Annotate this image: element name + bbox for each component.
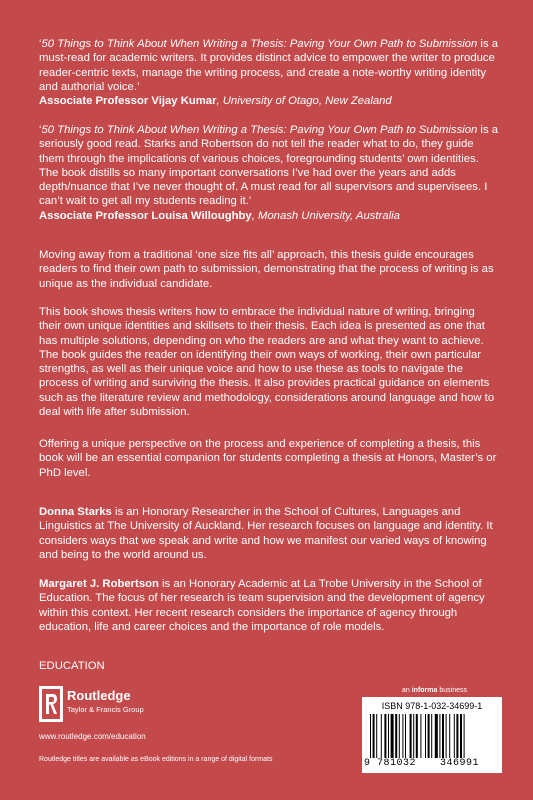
quote-2-author: Associate Professor Louisa Willoughby (39, 209, 252, 222)
barcode-bars (368, 714, 496, 758)
description-paragraph-2: This book shows thesis writers how to embrace the individual nature of writing, bringing their own unique identities and skillsets to their thesis. Each idea is presented as one that has multiple solutions, depending on who the readers are and what they want to achieve. The book guides the reader on identifying their own ways of working, their own particular strengths, as well as their unique voice and how to use these as tools to navigate the process of writing and surviving the thesis. It also provides practical guidance on elements such as the literature review and methodology, considerations around language and how to deal with life after submission. (39, 306, 495, 419)
publisher-name: Routledge (67, 688, 131, 703)
endorsement-quote-2: ‘50 Things to Think About When Writing a Thesis: Paving Your Own Path to Submission is a seriously good read. Starks and Robertson do not tell the reader what to do, they guide them through the implications of various choices, foregrounding students’ own identities. The book distills so many important conversations I’ve had over the years and adds depth/nuance that I’ve never thought of. A must read for all supervisors and supervisees. I can’t wait to get all my students reading it.’ Associate Professor Louisa Willoughby, Monash University, Australia (39, 124, 499, 222)
ebook-availability-note: Routledge titles are available as eBook editions in a range of digital formats (39, 756, 273, 763)
author-bio-2 (39, 577, 499, 634)
subject-category: EDUCATION (39, 660, 105, 672)
publisher-subtitle: Taylor & Francis Group (67, 705, 144, 714)
author-bio-1 (39, 505, 499, 562)
description-paragraph-3: Offering a unique perspective on the process and experience of completing a thesis, this book will be an essential companion for students completing a thesis at Honors, Master’s or PhD level. (39, 438, 497, 479)
informa-prefix: an (402, 687, 412, 694)
author-2-bio: is an Honorary Academic at La Trobe University in the School of Education. The focus of her research is team supervision and the development of agency within this context. Her recent research considers the importance of agency through education, life and career choices and the importance of role models. (39, 578, 485, 633)
description-paragraph-1: Moving away from a traditional ‘one size fits all’ approach, this thesis guide encourages readers to find their own path to submission, demonstrating that the process of writing is as unique as the individual candidate. (39, 249, 494, 290)
barcode-digits-right: 346991 (440, 758, 480, 769)
endorsement-quote-1: ‘50 Things to Think About When Writing a Thesis: Paving Your Own Path to Submission is a must-read for academic writers. It provides distinct advice to empower the writer to produce reader-centric texts, manage the writing process, and create a note-worthy writing identity and authorial voice.’ Associate Professor Vijay Kumar, University of Otago, New Zealand (39, 38, 499, 108)
informa-business-label (402, 687, 467, 694)
quote-2-book-title: 50 Things to Think About When Writing a Thesis: Paving Your Own Path to Submission (41, 124, 478, 136)
isbn-barcode (362, 697, 502, 773)
publisher-website[interactable]: www.routledge.com/education (39, 732, 146, 741)
routledge-r-icon (39, 686, 63, 722)
barcode-digit-first: 9 (364, 758, 371, 769)
quote-1-text: is a must-read for academic writers. It provides distinct advice to empower the writer to produce reader-centric texts, manage the writing process, and create a note-worthy writing identity and authorial voice.’ (39, 38, 499, 93)
informa-brand: informa (411, 687, 438, 694)
informa-suffix: business (437, 687, 467, 694)
author-2-name: Margaret J. Robertson (39, 578, 159, 590)
author-1-bio: is an Honorary Researcher in the School of Cultures, Languages and Linguistics at The University of Auckland. Her research focuses on language and identity. It considers ways that we speak and write and how we manifest our varied ways of knowing and being to the world around us. (39, 506, 493, 561)
quote-1-author: Associate Professor Vijay Kumar (39, 95, 217, 108)
author-1-name: Donna Starks (39, 506, 112, 518)
quote-2-text: is a seriously good read. Starks and Robertson do not tell the reader what to do, they guide them through the implications of various choices, foregrounding students’ own identities. The book distills so many important conversations I’ve had over the years and adds depth/nuance that I’ve never thought of. A must read for all supervisors and supervisees. I can’t wait to get all my students reading it.’ (39, 124, 499, 208)
quote-1-book-title: 50 Things to Think About When Writing a Thesis: Paving Your Own Path to Submission (41, 38, 478, 50)
isbn-label: ISBN 978-1-032-34699-1 (381, 701, 483, 711)
quote-1-affiliation: , University of Otago, New Zealand (216, 95, 392, 108)
barcode-digits-left: 781032 (377, 758, 417, 769)
publisher-logo (39, 686, 179, 726)
quote-2-affiliation: , Monash University, Australia (251, 209, 400, 222)
